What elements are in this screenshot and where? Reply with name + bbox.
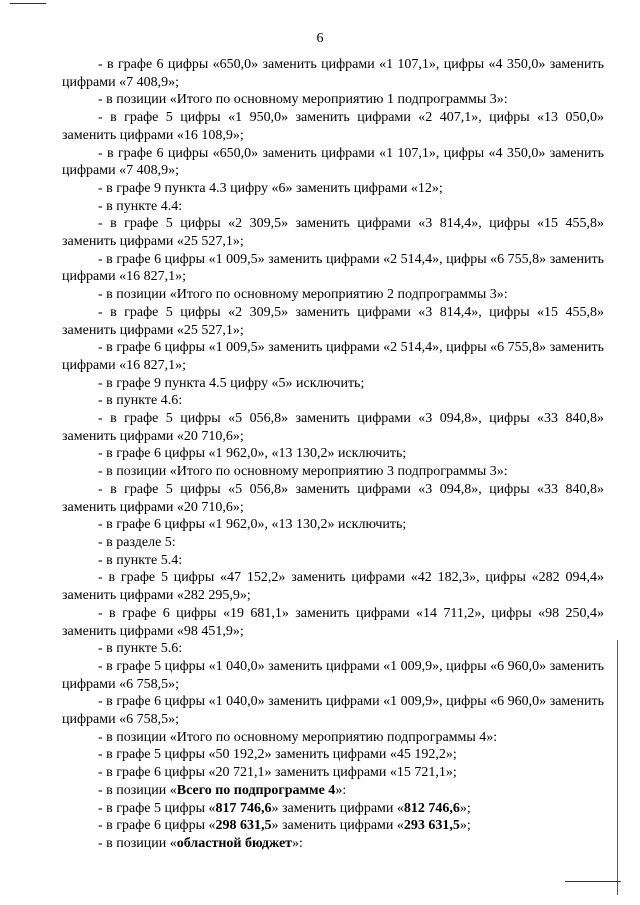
top-scan-rule	[10, 3, 46, 4]
paragraph: - в графе 5 цифры «5 056,8» заменить цифрами «3 094,8», цифры «33 840,8» заменить цифрами «20 710,6»;	[62, 411, 604, 444]
text-fragment: »:	[335, 782, 347, 798]
paragraph: - в графе 6 цифры «1 009,5» заменить цифрами «2 514,4», цифры «6 755,8» заменить цифрами «16 827,1»;	[62, 251, 604, 285]
text-fragment: - в позиции «	[98, 835, 177, 851]
bold-text: 812 746,6	[403, 800, 460, 816]
bold-text: 298 631,5	[215, 818, 272, 834]
paragraph-column5-total	[62, 800, 604, 818]
paragraph: - в графе 6 цифры «650,0» заменить цифрами «1 107,1», цифры «4 350,0» заменить цифрами «7 408,9»;	[62, 145, 604, 179]
bold-text: Всего по подпрограмме 4	[176, 782, 336, 798]
paragraph: - в графе 5 цифры «1 040,0» заменить цифрами «1 009,9», цифры «6 960,0» заменить цифрами «6 758,5»;	[62, 658, 604, 692]
text-fragment: » заменить цифрами «	[271, 800, 404, 816]
paragraph: - в графе 6 цифры «1 962,0», «13 130,2» исключить;	[98, 517, 407, 533]
paragraph: - в позиции «Итого по основному мероприятию 3 подпрограммы 3»:	[98, 464, 508, 480]
document-body	[62, 56, 604, 853]
paragraph: - в графе 9 пункта 4.5 цифру «5» исключить;	[98, 375, 365, 391]
paragraph: - в пункте 4.4:	[98, 198, 183, 214]
paragraph: - в графе 6 цифры «1 009,5» заменить цифрами «2 514,4», цифры «6 755,8» заменить цифрами «16 827,1»;	[62, 340, 604, 373]
paragraph: - в графе 6 цифры «650,0» заменить цифрами «1 107,1», цифры «4 350,0» заменить цифрами «7 408,9»;	[62, 57, 604, 90]
scan-margin-line	[617, 640, 618, 895]
paragraph-total-subprogram	[62, 782, 604, 800]
bold-text: областной бюджет	[176, 835, 293, 851]
text-fragment: - в позиции «	[98, 782, 177, 798]
text-fragment: » заменить цифрами «	[271, 818, 404, 834]
paragraph: - в позиции «Итого по основному мероприятию подпрограммы 4»:	[98, 729, 498, 745]
bold-text: 293 631,5	[403, 818, 460, 834]
paragraph: - в разделе 5:	[98, 534, 176, 550]
paragraph: - в пункте 4.6:	[98, 393, 183, 409]
paragraph: - в графе 5 цифры «5 056,8» заменить цифрами «3 094,8», цифры «33 840,8» заменить цифрами «20 710,6»;	[62, 481, 604, 515]
text-fragment: »;	[459, 818, 471, 834]
paragraph: - в графе 6 цифры «1 962,0», «13 130,2» исключить;	[98, 446, 407, 462]
text-fragment: - в графе 6 цифры «	[98, 818, 216, 834]
text-fragment: »:	[292, 835, 303, 851]
bottom-scan-rule	[565, 881, 621, 882]
text-fragment: - в графе 5 цифры «	[98, 800, 216, 816]
paragraph: - в пункте 5.4:	[98, 552, 183, 568]
paragraph: - в позиции «Итого по основному мероприятию 2 подпрограммы 3»:	[98, 287, 508, 303]
paragraph-regional-budget	[62, 835, 604, 853]
paragraph: - в графе 5 цифры «50 192,2» заменить цифрами «45 192,2»;	[98, 747, 457, 763]
paragraph: - в позиции «Итого по основному мероприятию 1 подпрограммы 3»:	[98, 92, 508, 108]
text-fragment: »;	[459, 800, 471, 816]
bold-text: 817 746,6	[215, 800, 272, 816]
paragraph-column6-total	[62, 817, 604, 835]
paragraph: - в графе 9 пункта 4.3 цифру «6» заменить цифрами «12»;	[98, 180, 443, 196]
paragraph: - в графе 5 цифры «1 950,0» заменить цифрами «2 407,1», цифры «13 050,0» заменить цифрами «16 108,9»;	[62, 110, 604, 143]
paragraph: - в графе 6 цифры «20 721,1» заменить цифрами «15 721,1»;	[98, 765, 457, 781]
paragraph: - в графе 6 цифры «19 681,1» заменить цифрами «14 711,2», цифры «98 250,4» заменить цифрами «98 451,9»;	[62, 605, 604, 639]
paragraph: - в графе 5 цифры «2 309,5» заменить цифрами «3 814,4», цифры «15 455,8» заменить цифрами «25 527,1»;	[62, 216, 604, 250]
page-number: 6	[316, 31, 324, 46]
paragraph: - в графе 5 цифры «47 152,2» заменить цифрами «42 182,3», цифры «282 094,4» заменить цифрами «282 295,9»;	[62, 570, 604, 604]
paragraph: - в графе 6 цифры «1 040,0» заменить цифрами «1 009,9», цифры «6 960,0» заменить цифрами «6 758,5»;	[62, 694, 604, 728]
paragraph: - в графе 5 цифры «2 309,5» заменить цифрами «3 814,4», цифры «15 455,8» заменить цифрами «25 527,1»;	[62, 304, 604, 338]
paragraph: - в пункте 5.6:	[98, 641, 183, 657]
